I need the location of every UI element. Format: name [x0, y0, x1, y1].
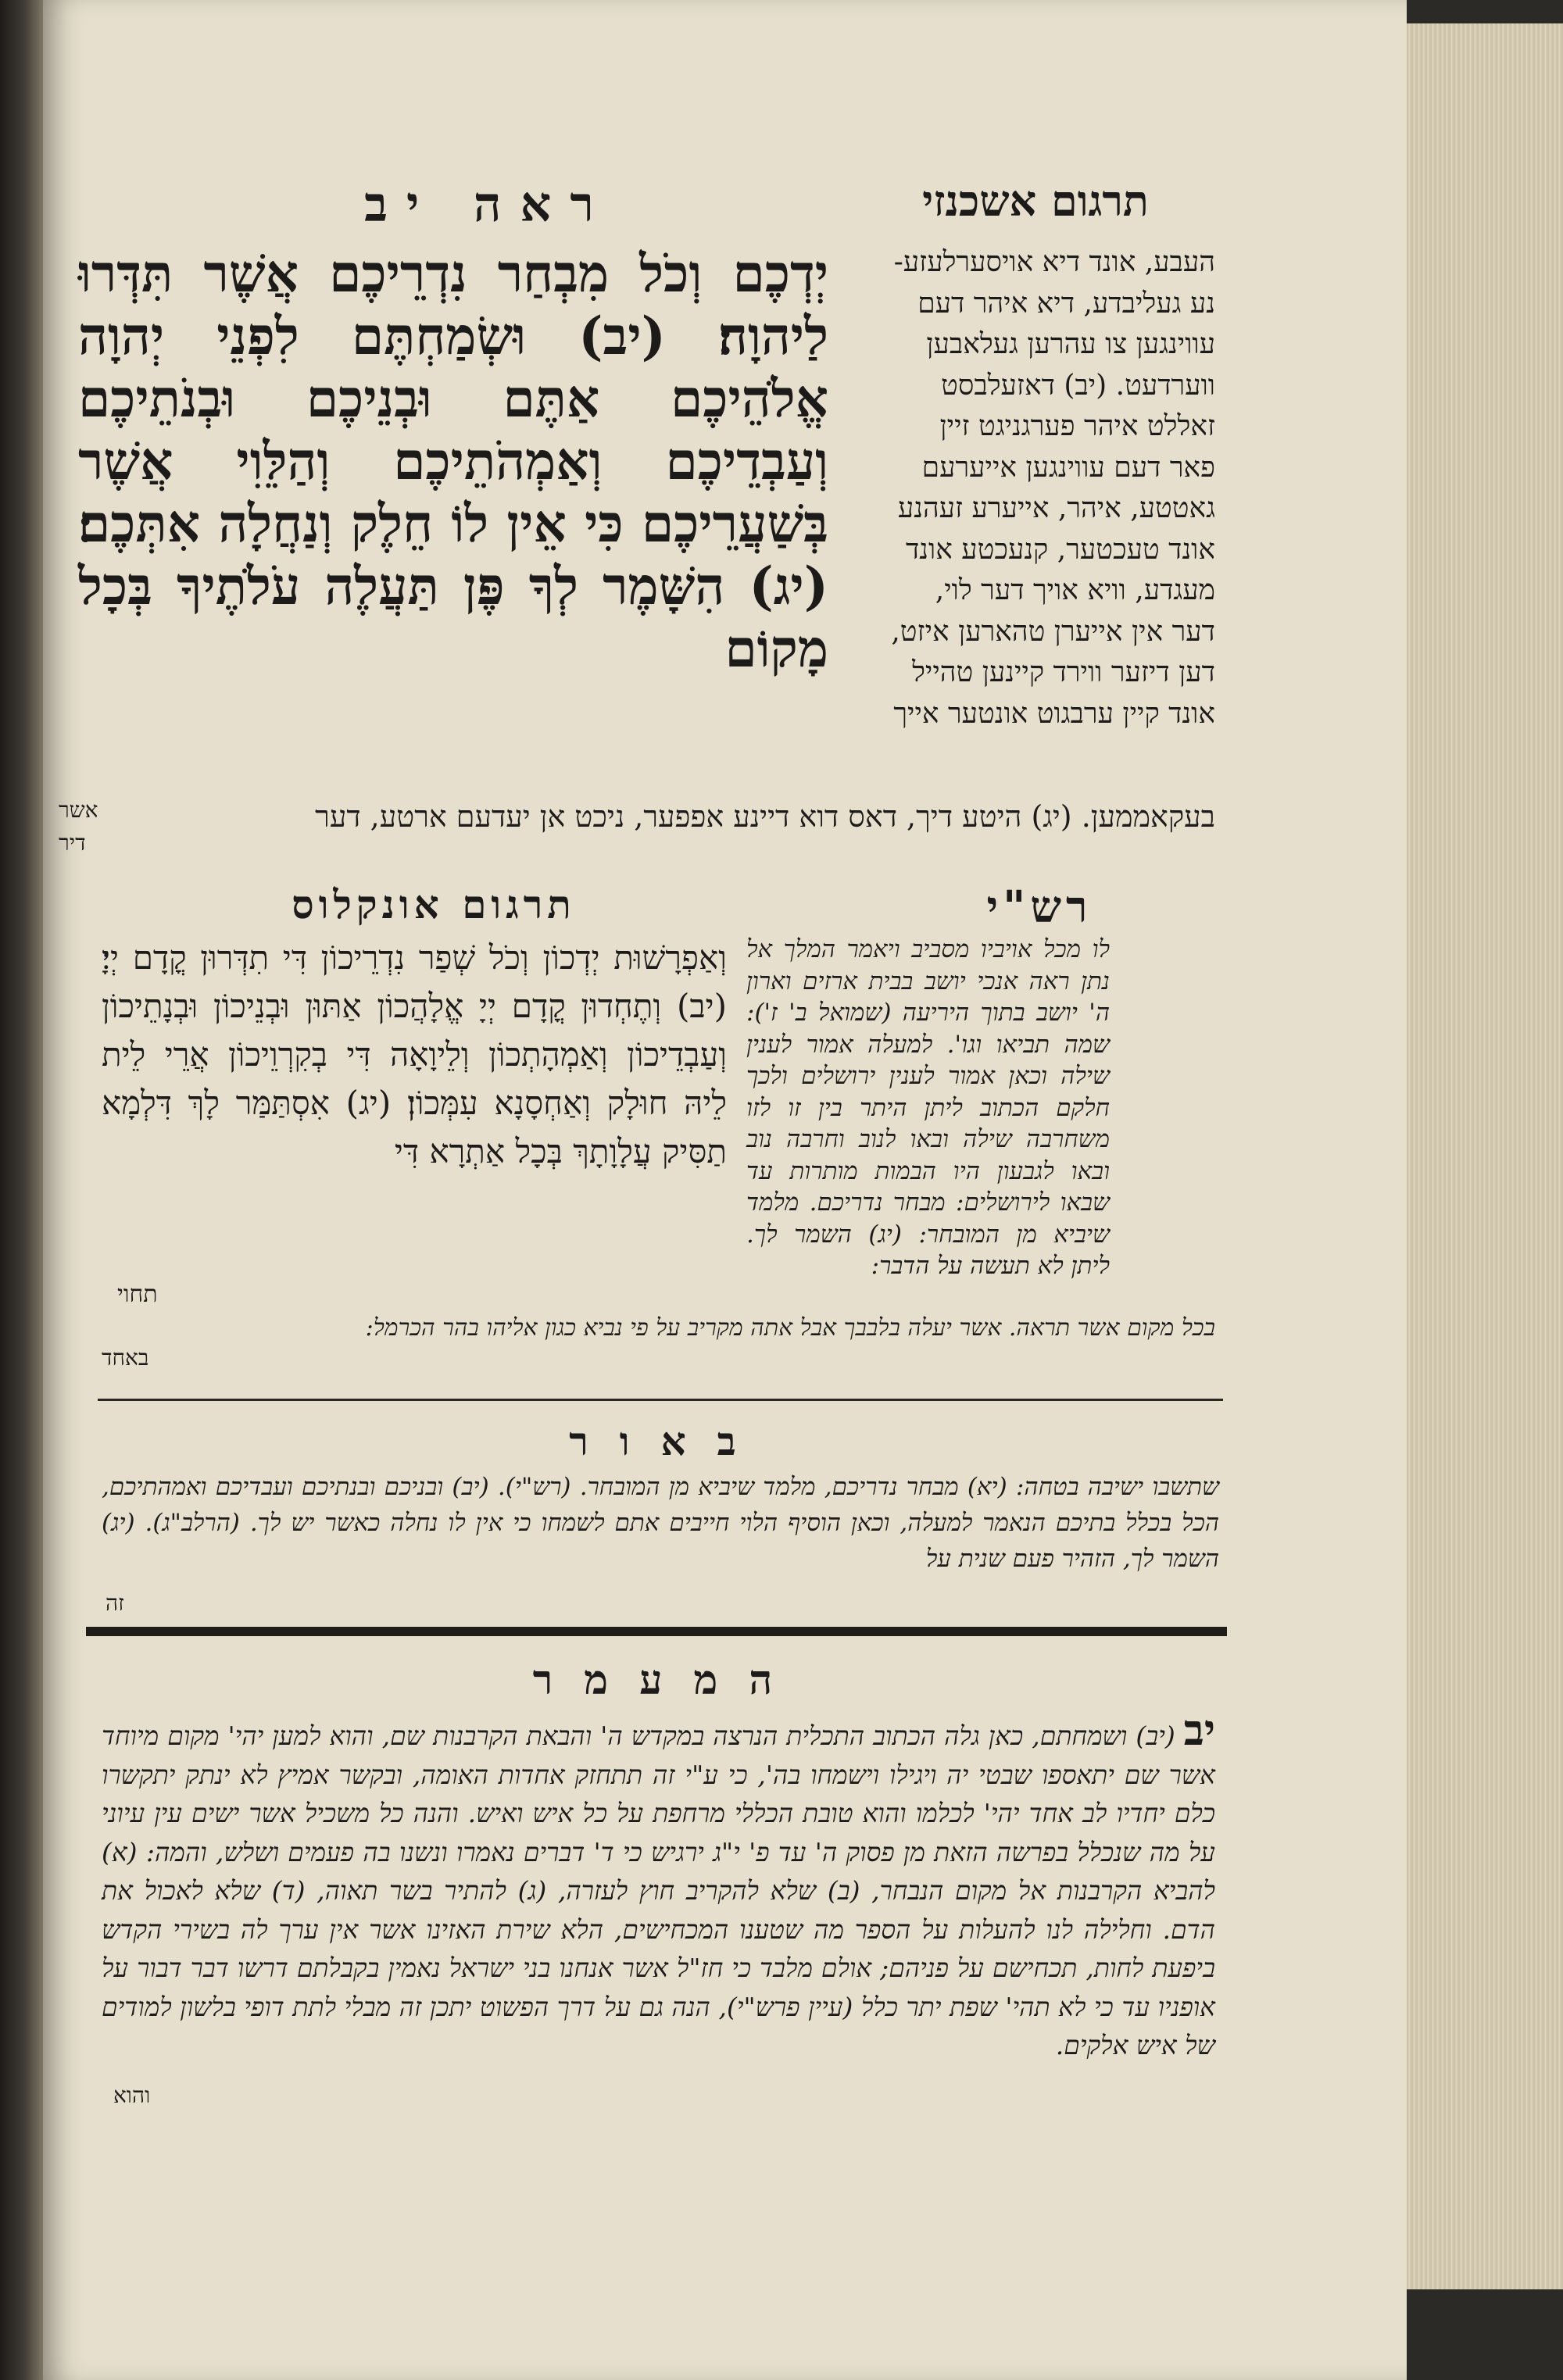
- torah-catchword: אשר: [59, 797, 98, 823]
- hameamar-text: [102, 1705, 1215, 2065]
- yiddish-line: העבע, אונד דיא אויסערלעזע-: [893, 246, 1215, 278]
- yiddish-catchword: דיר: [59, 830, 86, 856]
- hameamar-catchword: והוא: [113, 2082, 151, 2108]
- page-edges: [1391, 23, 1563, 2289]
- thick-divider: [86, 1627, 1227, 1636]
- yiddish-line: אונד טעכטער, קנעכטע אונד: [905, 533, 1215, 566]
- rashi-text: לו מכל אויביו מסביב ויאמר המלך אל נתן ראה אנכי יושב בבית ארזים וארון ה' יושב בתוך היריעה (שמואל ב' ז'): שמה תביאו וגו'. למעלה אמור לענין שילה וכאן אמור לענין ירושלים ולכך חלקם הכתוב ליתן היתר בין זו לזו משחרבה שילה ובאו לנוב וחרבה נוב ובאו לגבעון היו הבמות מותרות עד שבאו לירושלים: מבחר נדריכם. מלמד שיביא מן המובחר: (יג) השמר לך. ליתן לא תעשה על הדבר:: [746, 935, 1110, 1280]
- yiddish-line: אונד קיין ערבגוט אונטער אייך: [893, 697, 1215, 730]
- book-page: [43, 0, 1407, 2380]
- yiddish-line: מעגדע, וויא אויך דער לוי,: [935, 574, 1215, 606]
- yiddish-line: זאללט איהר פערגניגט זיין: [939, 410, 1215, 442]
- book-spine-edge: [0, 0, 47, 2380]
- rashi-bridge-line: בכל מקום אשר תראה. אשר יעלה בלבבך אבל אתה מקריב על פי נביא כגון אליהו בהר הכרמל:: [365, 1314, 1215, 1342]
- yiddish-line: דער אין אייערן טהארען איזט,: [891, 615, 1215, 648]
- yiddish-line: ווערדעט. (יב) דאזעלבסט: [941, 369, 1215, 402]
- hameamar-title: המעמר: [532, 1656, 804, 1704]
- translation-header: תרגום אשכנזי: [922, 176, 1149, 226]
- yiddish-line: דען דיזער ווירד קיינען טהייל: [912, 656, 1215, 688]
- parsha-header: ראה יב: [364, 176, 613, 233]
- onkelos-text: וְאַפְרָשׁוּת יְדְכוֹן וְכֹל שְׁפַר נִדְרֵיכוֹן דִּי תִדְּרוּן קֳדָם יְיָ׃ (יב) וְתֶחְדוּן קֳדָם יְיָ אֱלָהֲכוֹן אַתּוּן וּבְנֵיכוֹן וּבְנָתֵיכוֹן וְעַבְדֵיכוֹן וְאַמְהָתְכוֹן וְלֵיוָאָה דִּי בְקִרְוֵיכוֹן אֲרֵי לֵית לֵיהּ חוּלָק וְאַחְסָנָא עִמְּכוֹן׃ (יג) אִסְתַּמַּר לָךְ דִּלְמָא תַסִּיק עֲלָוָתָךְ בְּכָל אַתְרָא דִּי: [102, 938, 727, 1170]
- yiddish-translation: [860, 242, 1215, 734]
- rashi-catchword: באחד: [102, 1345, 149, 1370]
- yiddish-line: גאטטע, איהר, אייערע זעהנע: [897, 492, 1215, 524]
- beur-title: באור: [569, 1418, 767, 1464]
- onkelos-catchword: תחוי: [117, 1281, 158, 1308]
- torah-text: יְדְכֶם וְכֹל מִבְחַר נִדְרֵיכֶם אֲשֶׁר תִּדְּרוּ לַיהוָה׃ (יב) וּשְׂמַחְתֶּם לִפְנֵי יְהוָה אֱלֹהֵיכֶם אַתֶּם וּבְנֵיכֶם וּבְנֹתֵיכֶם וְעַבְדֵיכֶם וְאַמְהֹתֵיכֶם וְהַלֵּוִי אֲשֶׁר בְּשַׁעֲרֵיכֶם כִּי אֵין לוֹ חֵלֶק וְנַחֲלָה אִתְּכֶם׃ (יג) הִשָּׁמֶר לְךָ פֶּן תַּעֲלֶה עֹלֹתֶיךָ בְּכָל מָקוֹם: [78, 243, 828, 679]
- yiddish-bridge-line: בעקאממען. (יג) היטע דיך, דאס דוא דיינע אפפער, ניכט אן יעדעם ארטע, דער: [315, 799, 1215, 834]
- yiddish-line: פאר דעם עווינגען אייערעם: [921, 451, 1215, 484]
- hameamar-verse-number: יב: [1183, 1705, 1215, 1755]
- yiddish-line: נע געליבדע, דיא איהר דעם: [917, 287, 1215, 320]
- yiddish-line: עווינגען צו עהרען געלאבען: [926, 328, 1215, 360]
- beur-catchword: זה: [106, 1590, 124, 1616]
- hameamar-body: (יב) ושמחתם, כאן גלה הכתוב התכלית הנרצה במקדש ה' והבאת הקרבנות שם, והוא למען יהי' מקום מיוחד אשר שם יתאספו שבטי יה ויגילו וישמחו בה', כי ע"י זה תתחזק אחדות האומה, ובקשר אמיץ לא ינתק יתקשרו כלם יחדיו לב אחד יהי' לכלמו והוא טובת הכללי מרחפת על כל איש ואיש. והנה כל משכיל אשר ישים עין עיוני על מה שנכלל בפרשה הזאת מן פסוק ה' עד פ' י"ג ירגיש כי ד' דברים נאמרו ונשנו בה פעמים ושלש, והמה: (א) להביא הקרבנות אל מקום הנבחר, (ב) שלא להקריב חוץ לעזרה, (ג) להתיר בשר תאוה, (ד) שלא לאכול את הדם. וחלילה לנו להעלות על הספר מה שטענו המכחישים, הלא שירת האזינו אשר אין ערך לה בשירי הקדש ביפעת לחות, תכחישם על פניהם; אולם מלבד כי חז"ל אשר אנחנו בני ישראל נאמין בקבלתם דרשו דבר דבור על אופניו עד כי לא תהי' שפת יתר כלל (עיין פרש"י), הנה גם על דרך הפשוט יתכן זה מבלי לתת דופי בלשון למודים של איש אלקים.: [102, 1721, 1215, 2060]
- section-divider: [98, 1399, 1223, 1401]
- rashi-title: רש"י: [986, 881, 1093, 933]
- onkelos-title: תרגום אונקלוס: [291, 881, 576, 927]
- beur-text: שתשבו ישיבה בטחה: (יא) מבחר נדריכם, מלמד שיביא מן המובחר. (רש"י). (יב) ובניכם ובנתיכם ועבדיכם ואמהתיכם, הכל בכלל בתיכם הנאמר למעלה, וכאן הוסיף הלוי חייבים אתם לשמחו כי אין לו נחלה כאשר יש לך. (הרלב"ג). (יג) השמר לך, הזהיר פעם שנית על: [102, 1473, 1219, 1573]
